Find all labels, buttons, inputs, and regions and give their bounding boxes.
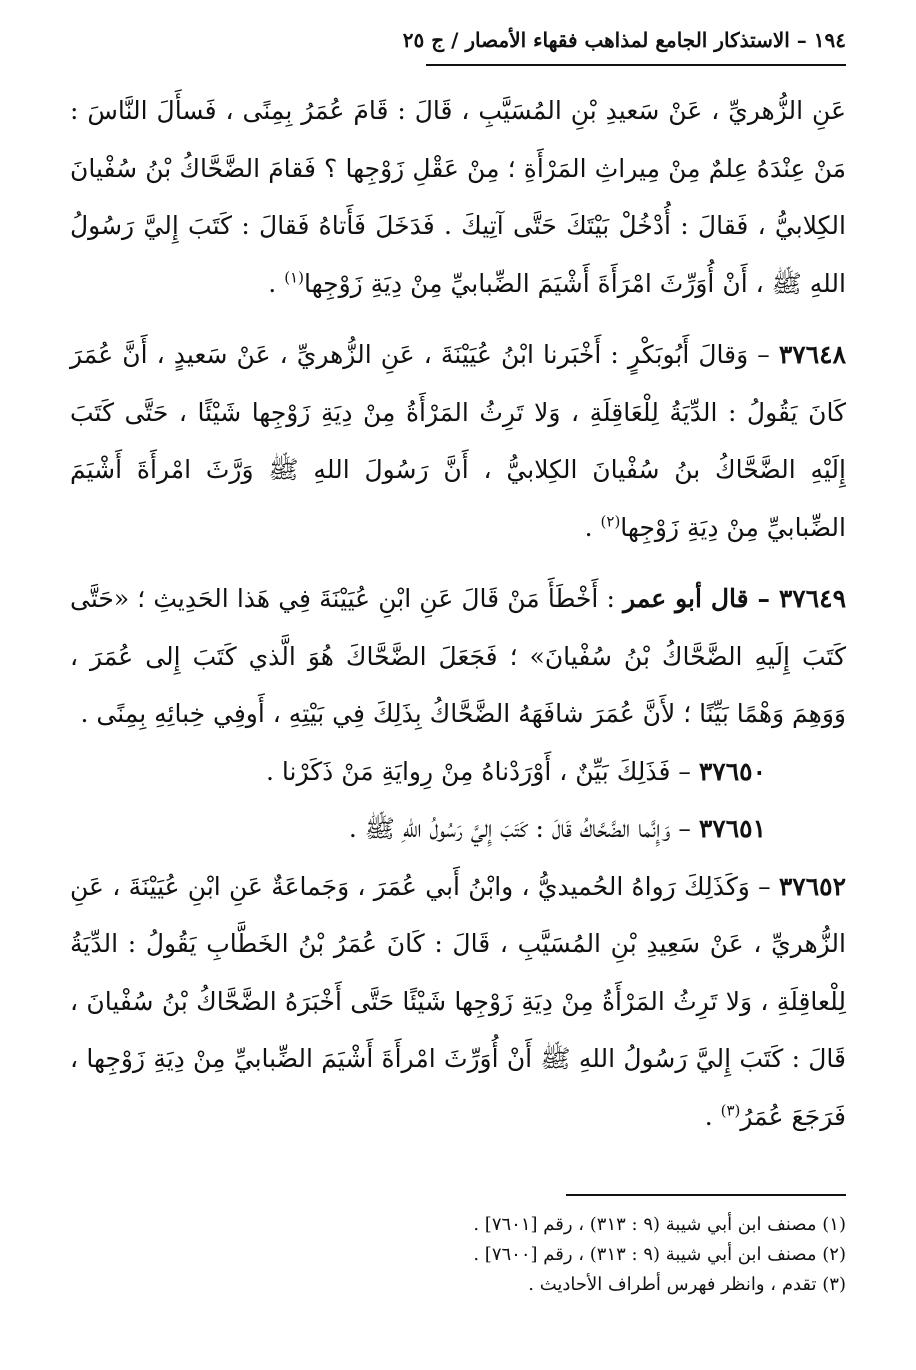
footnotes	[70, 1210, 846, 1300]
paragraph-end: .	[80, 699, 97, 728]
footnote-marker: (٣)	[720, 1101, 741, 1120]
paragraph-number: ٣٧٦٥٠	[698, 756, 766, 786]
paragraph-37649	[70, 570, 846, 743]
paragraph-37651	[70, 800, 846, 858]
paragraph-text: عَنِ الزُّهريِّ ، عَنْ سَعيدِ بْنِ المُسَيَّبِ ، قَالَ : قَامَ عُمَرُ بِمِنًى ، فَسأَلَ النَّاسَ : مَنْ عِنْدَهُ عِلمٌ مِنْ مِيراثِ المَرْأَةِ ؛ مِنْ عَقْلِ زَوْجِها ؟ فَقامَ الضَّحَّاكُ بْنُ سُفْيانَ الكِلابيُّ ، فَقالَ : أُدْخُلْ بَيْتَكَ حَتَّى آتِيكَ . فَدَخَلَ فَأَتاهُ فَقالَ : كَتَبَ إِليَّ رَسُولُ اللهِ ﷺ ، أَنْ أُوَرِّثَ امْرَأَةَ أَشْيَمَ الضِّبابيِّ مِنْ دِيَةِ زَوْجِها	[70, 96, 846, 298]
header-rule	[426, 64, 846, 66]
paragraph-37650	[70, 743, 846, 801]
paragraph-number: ٣٧٦٤٨	[778, 340, 846, 369]
footnote-1: (١) مصنف ابن أبي شيبة (٩ : ٣١٣) ، رقم [٧٦٠١] .	[473, 1214, 846, 1235]
paragraph-number: ٣٧٦٤٩	[778, 584, 847, 613]
paragraph-text: – فَذَلِكَ بَيِّنٌ ، أَوْرَدْناهُ مِنْ رِوايَةِ مَنْ ذَكَرْنا	[281, 756, 699, 786]
footnote-marker: (١)	[284, 268, 304, 287]
paragraph-text: – وَقالَ أَبُوبَكْرٍ : أَخْبَرنا ابْنُ عُيَيْنَةَ ، عَنِ الزُّهريِّ ، عَنْ سَعيدٍ ، أَنَّ عُمَرَ كَانَ يَقُولُ : الدِّيَةُ لِلْعَاقِلَةِ ، وَلا تَرِثُ المَرْأَةُ مِنْ دِيَةِ زَوْجِها شَيْئًا ، حَتَّى كَتَبَ إِلَيْهِ الضَّحَّاكُ بنُ سُفْيانَ الكِلابيُّ ، أَنَّ رَسُولَ اللهِ ﷺ وَرَّثَ امْرأَةَ أَشْيَمَ الضِّبابيِّ مِنْ دِيَةِ زَوْجِها	[70, 340, 846, 542]
paragraph-text: – وَكَذَلِكَ رَواهُ الحُميديُّ ، وابْنُ أَبي عُمَرَ ، وَجَماعَةٌ عَنِ ابْنِ عُيَيْنَةَ ، عَنِ الزُّهريِّ ، عَنْ سَعِيدِ بْنِ المُسَيَّبِ ، قَالَ : كَانَ عُمَرُ بْنُ الخَطَّابِ يَقُولُ : الدِّيَةُ لِلْعاقِلَةِ ، وَلا تَرِثُ المَرْأَةُ مِنْ دِيَةِ زَوْجِها شَيْئًا حَتَّى أَخْبَرَهُ الضَّحَّاكُ بْنُ سُفْيانَ ، قَالَ : كَتَبَ إِليَّ رَسُولُ اللهِ ﷺ أَنْ أُوَرِّثَ امْرأَةَ أَشْيَمَ الضِّبابيِّ مِنْ دِيَةِ زَوْجِها ، فَرَجَعَ عُمَرُ	[70, 871, 846, 1131]
paragraph-number: ٣٧٦٥٢	[778, 871, 846, 901]
footnote-2: (٢) مصنف ابن أبي شيبة (٩ : ٣١٣) ، رقم [٧٦٠٠] .	[473, 1244, 846, 1265]
footnote-marker: (٢)	[600, 512, 621, 531]
paragraph-end: .	[704, 1101, 721, 1131]
paragraph-text: – وَإِنَّما الضَّحَّاكُ قَالَ : كَتَبَ إِليَّ رَسُولُ اللهِ ﷺ	[364, 814, 699, 843]
paragraph-end: .	[584, 512, 601, 542]
paragraph-37648	[70, 326, 846, 556]
paragraph-end: .	[265, 756, 282, 786]
paragraph-end: .	[268, 268, 285, 298]
footnote-rule	[566, 1194, 846, 1196]
paragraph-text: : أَخْطَأَ مَنْ قَالَ عَنِ ابْنِ عُيَيْنَةَ فِي هَذا الحَدِيثِ ؛ «حَتَّى كَتَبَ إِلَيهِ الضَّحَّاكُ بْنُ سُفْيانَ» ؛ فَجَعَلَ الضَّحَّاكَ هُوَ الَّذي كَتَبَ إِلى عُمَرَ ، وَوَهِمَ وَهْمًا بَيِّنًا ؛ لأَنَّ عُمَرَ شافَهَهُ الضَّحَّاكُ بِذَلِكَ فِي بَيْتِهِ ، أَوفِي خِبائِهِ بِمِنًى	[70, 584, 846, 728]
paragraph-continuation	[70, 82, 846, 312]
main-text	[70, 82, 846, 1145]
footnote-3: (٣) تقدم ، وانظر فهرس أطراف الأحاديث .	[528, 1274, 846, 1295]
running-head: ١٩٤ – الاستذكار الجامع لمذاهب فقهاء الأمصار / ج ٢٥	[402, 28, 846, 52]
paragraph-37652	[70, 858, 846, 1146]
paragraph-lead: – قال أبو عمر	[623, 584, 779, 613]
paragraph-end: .	[348, 814, 365, 843]
paragraph-number: ٣٧٦٥١	[698, 814, 766, 843]
